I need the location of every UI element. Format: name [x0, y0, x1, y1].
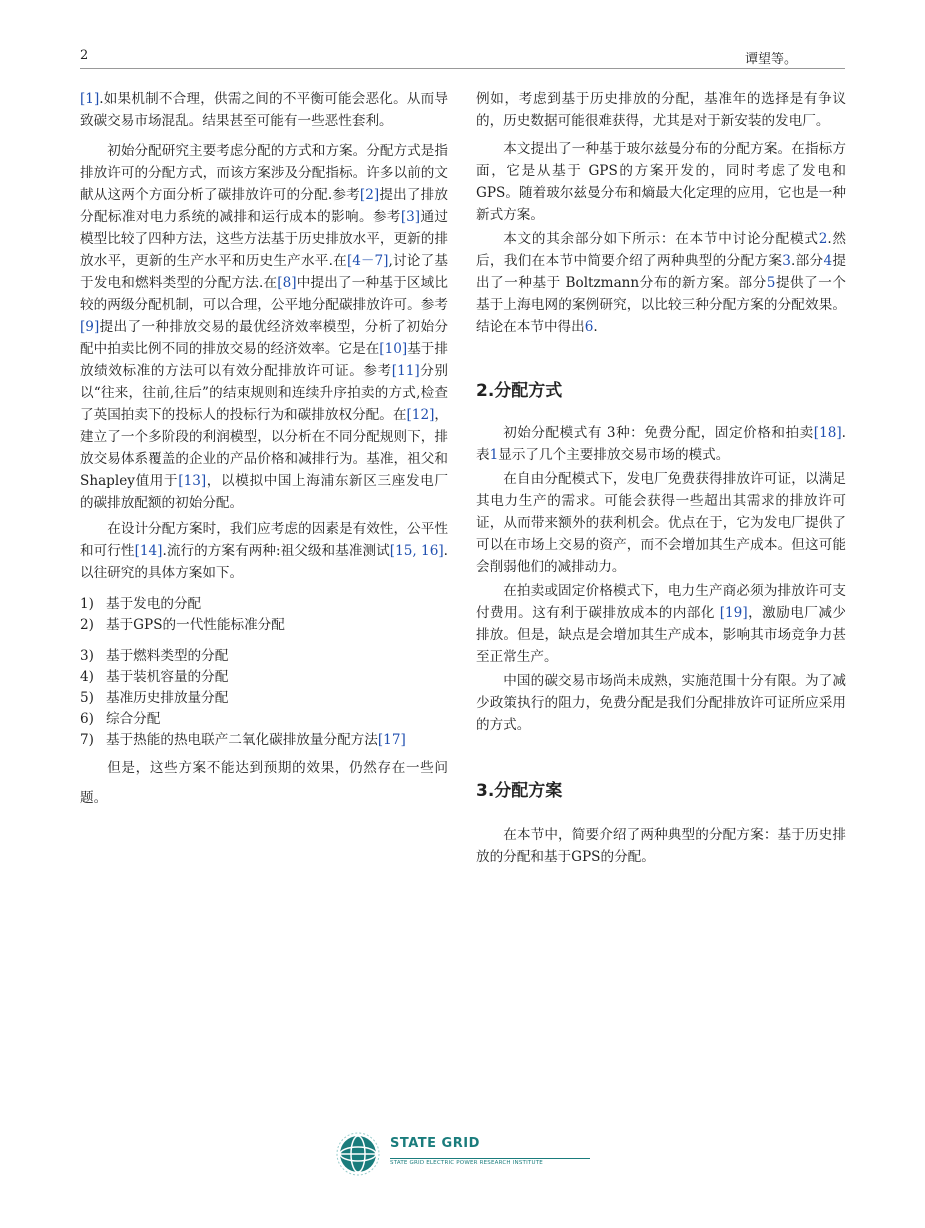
- citation-link[interactable]: [10]: [379, 341, 408, 357]
- list-item: [80, 646, 448, 667]
- logo-subtitle: STATE GRID ELECTRIC POWER RESEARCH INSTITUTE: [390, 1160, 543, 1166]
- list-item: [80, 594, 448, 615]
- logo-title: STATE GRID: [390, 1136, 480, 1151]
- page-number: 2: [80, 48, 89, 63]
- citation-link[interactable]: [13]: [178, 473, 207, 489]
- paragraph: 在本节中，简要介绍了两种典型的分配方案：基于历史排放的分配和基于GPS的分配。: [476, 827, 846, 865]
- table-link[interactable]: 1: [489, 447, 499, 463]
- list-number: 1): [80, 596, 94, 612]
- paragraph: [80, 140, 448, 514]
- paragraph: 在自由分配模式下，发电厂免费获得排放许可证，以满足其电力生产的需求。可能会获得一些超出其需求的排放许可证，从而带来额外的获利机会。优点在于，它为发电厂提供了可以在市场上交易的资产，而不会增加其生产成本。但这可能会削弱他们的减排动力。: [476, 471, 846, 575]
- text-run: .流行的方案有两种:祖父级和基准测试: [162, 543, 390, 559]
- citation-link[interactable]: [14]: [134, 543, 163, 559]
- text-run: 在拍卖或固定价格模式下，电力生产商必须为排放许可支付费用。这有利于碳排放成本的内部化: [476, 583, 846, 621]
- paragraph: [80, 88, 448, 132]
- paragraph: 中国的碳交易市场尚未成熟，实施范围十分有限。为了减少政策执行的阻力，免费分配是我们分配排放许可证所应采用的方式。: [476, 673, 846, 733]
- text-run: .然后，我们在本节中简要介绍了两种典型的分配方案: [476, 231, 847, 269]
- section-link[interactable]: 5: [766, 275, 776, 291]
- text-run: 基于排放绩效标准的方法可以有效分配排放许可证。参考: [80, 341, 448, 379]
- list-text: 基于发电的分配: [106, 596, 202, 612]
- paragraph: [476, 228, 846, 338]
- paragraph: 但是，这些方案不能达到预期的效果，仍然存在一些问题。: [80, 760, 448, 806]
- footer-logo: [336, 1132, 596, 1176]
- text-run: 显示了几个主要排放交易市场的模式。: [498, 447, 730, 463]
- citation-link[interactable]: [15, 16]: [389, 543, 444, 559]
- citation-link[interactable]: [4－7]: [346, 253, 389, 269]
- list-text: 基准历史排放量分配: [106, 690, 229, 706]
- list-number: 7): [80, 732, 94, 748]
- paragraph: [476, 422, 846, 466]
- list-number: 4): [80, 669, 94, 685]
- text-run: .以往研究的具体方案如下。: [80, 543, 448, 581]
- list-text: 综合分配: [106, 711, 161, 727]
- citation-link[interactable]: [3]: [400, 209, 421, 225]
- citation-link[interactable]: [11]: [391, 363, 420, 379]
- list-item: [80, 709, 448, 730]
- running-header: [80, 46, 845, 69]
- citation-link[interactable]: [8]: [277, 275, 297, 291]
- list-item: [80, 730, 448, 751]
- text-run: ，激励电厂减少排放。但是，缺点是会增加其生产成本，影响其市场竞争力甚至正常生产。: [476, 605, 847, 665]
- section-link[interactable]: 4: [823, 253, 833, 269]
- section-heading: 2.分配方式: [476, 381, 563, 401]
- paragraph: 例如，考虑到基于历史排放的分配，基准年的选择是有争议的，历史数据可能很难获得，尤其是对于新安装的发电厂。: [476, 91, 846, 129]
- text-run: ，以模拟中国上海浦东新区三座发电厂的碳排放配额的初始分配。: [80, 473, 449, 511]
- list-item: [80, 615, 448, 636]
- text-run: .表: [476, 425, 846, 463]
- list-item: [80, 667, 448, 688]
- text-run: 通过模型比较了四种方法，这些方法基于历史排放水平，更新的排放水平，更新的生产水平和历史生产水平.在: [80, 209, 449, 269]
- text-run: 提出了一种基于 Boltzmann分布的新方案。部分: [476, 253, 847, 291]
- citation-link[interactable]: [18]: [813, 425, 842, 441]
- text-run: .: [593, 319, 598, 335]
- citation-link[interactable]: [1]: [80, 91, 100, 107]
- section-heading: 3.分配方案: [476, 781, 563, 801]
- citation-link[interactable]: [2]: [359, 187, 380, 203]
- list-item: [80, 688, 448, 709]
- text-run: 在设计分配方案时，我们应考虑的因素是有效性，公平性和可行性: [80, 521, 448, 559]
- citation-link[interactable]: [12]: [406, 407, 435, 423]
- scheme-list: [80, 594, 448, 751]
- list-text: 基于装机容量的分配: [106, 669, 229, 685]
- list-number: 3): [80, 648, 94, 664]
- text-run: 分别以“往来，往前,往后”的结束规则和连续升序拍卖的方式,检查了英国拍卖下的投标人的投标行为和碳排放权分配。在: [80, 363, 449, 423]
- paragraph: 本文提出了一种基于玻尔兹曼分布的分配方案。在指标方面，它是从基于 GPS的方案开发的，同时考虑了发电和GPS。随着玻尔兹曼分布和熵最大化定理的应用，它也是一种新式方案。: [476, 141, 846, 223]
- text-run: .部分: [790, 253, 824, 269]
- citation-link[interactable]: [19]: [719, 605, 748, 621]
- list-text: 基于GPS的一代性能标准分配: [106, 617, 285, 633]
- list-text: 基于燃料类型的分配: [106, 648, 229, 664]
- paragraph: [476, 580, 846, 668]
- section-link[interactable]: 6: [584, 319, 594, 335]
- text-run: 初始分配研究主要考虑分配的方式和方案。分配方式是指排放许可的分配方式，而该方案涉及分配指标。许多以前的文献从这两个方面分析了碳排放许可的分配.参考: [80, 143, 448, 203]
- list-number: 5): [80, 690, 94, 706]
- text-run: ,讨论了基于发电和燃料类型的分配方法.在: [80, 253, 448, 291]
- text-run: .如果机制不合理，供需之间的不平衡可能会恶化。从而导致碳交易市场混乱。结果甚至可能有一些恶性套利。: [80, 91, 448, 129]
- section-link[interactable]: 2: [818, 231, 828, 247]
- paragraph: [80, 518, 448, 584]
- text-run: 中提出了一种基于区域比较的两级分配机制，可以合理，公平地分配碳排放许可。参考: [80, 275, 448, 313]
- list-number: 2): [80, 617, 94, 633]
- text-run: 提供了一个基于上海电网的案例研究，以比较三种分配方案的分配效果。结论在本节中得出: [476, 275, 847, 335]
- text-run: 本文的其余部分如下所示：在本节中讨论分配模式: [503, 231, 819, 247]
- right-column: [476, 88, 846, 868]
- logo-divider: [390, 1158, 590, 1159]
- citation-link[interactable]: [9]: [80, 319, 100, 335]
- state-grid-globe-icon: [336, 1132, 380, 1176]
- running-authors: 谭望等。: [744, 52, 797, 67]
- list-text: 基于热能的热电联产二氧化碳排放量分配方法: [106, 732, 378, 748]
- text-run: 提出了排放分配标准对电力系统的减排和运行成本的影响。参考: [80, 187, 449, 225]
- text-run: ，建立了一个多阶段的利润模型，以分析在不同分配规则下，排放交易体系覆盖的企业的产品价格和减排行为。基准，祖父和 Shapley值用于: [80, 407, 449, 489]
- left-column: [80, 88, 448, 813]
- text-run: 初始分配模式有 3种：免费分配，固定价格和拍卖: [503, 425, 814, 441]
- text-run: 提出了一种排放交易的最优经济效率模型，分析了初始分配中拍卖比例不同的排放交易的经济效率。它是在: [80, 319, 448, 357]
- list-number: 6): [80, 711, 94, 727]
- section-link[interactable]: 3: [782, 253, 791, 269]
- citation-link[interactable]: [17]: [377, 732, 406, 748]
